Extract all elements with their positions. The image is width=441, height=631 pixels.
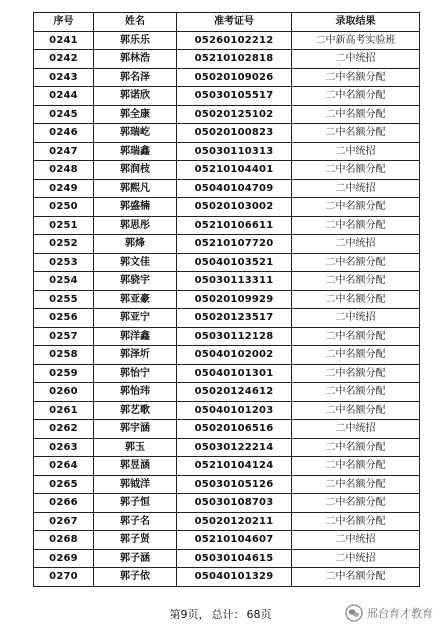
cell-name: 郭烽 [94,235,177,254]
table-row [34,290,420,309]
table-row [34,438,420,457]
table-row [34,531,420,550]
cell-result: 二中名额分配 [292,272,420,291]
cell-seq: 0258 [34,346,94,365]
table-row [34,512,420,531]
table-row [34,475,420,494]
table-row [34,364,420,383]
cell-result: 二中名额分配 [292,198,420,217]
cell-result: 二中统招 [292,549,420,568]
cell-ticket: 05210102818 [177,50,292,69]
cell-name: 郭昱涵 [94,457,177,476]
cell-name: 郭子依 [94,568,177,587]
cell-seq: 0265 [34,475,94,494]
cell-seq: 0244 [34,87,94,106]
cell-ticket: 05210104607 [177,531,292,550]
cell-result: 二中统招 [292,142,420,161]
cell-ticket: 05020109026 [177,68,292,87]
cell-ticket: 05040101329 [177,568,292,587]
table-row [34,401,420,420]
cell-result: 二中名额分配 [292,87,420,106]
cell-name: 郭盛楠 [94,198,177,217]
cell-result: 二中统招 [292,420,420,439]
cell-seq: 0248 [34,161,94,180]
table-row [34,568,420,587]
cell-name: 郭怡宁 [94,364,177,383]
cell-name: 郭子涵 [94,549,177,568]
cell-ticket: 05030110313 [177,142,292,161]
cell-name: 郭熙凡 [94,179,177,198]
cell-ticket: 05030105126 [177,475,292,494]
cell-ticket: 05020125102 [177,105,292,124]
cell-ticket: 05040104709 [177,179,292,198]
cell-ticket: 05210104124 [177,457,292,476]
results-sheet [33,12,419,587]
cell-seq: 0252 [34,235,94,254]
cell-name: 郭润枝 [94,161,177,180]
cell-ticket: 05210104401 [177,161,292,180]
cell-ticket: 05020124612 [177,383,292,402]
cell-result: 二中名额分配 [292,401,420,420]
table-row [34,161,420,180]
cell-ticket: 05040103521 [177,253,292,272]
table-row [34,383,420,402]
table-row [34,309,420,328]
cell-seq: 0250 [34,198,94,217]
cell-name: 郭子贤 [94,531,177,550]
header-name: 姓名 [94,13,177,32]
cell-name: 郭子名 [94,512,177,531]
watermark-text: 邢台育才教育 [367,607,433,620]
cell-ticket: 05040101301 [177,364,292,383]
cell-ticket: 05020103002 [177,198,292,217]
cell-name: 郭全康 [94,105,177,124]
header-seq: 序号 [34,13,94,32]
cell-name: 郭瑞鑫 [94,142,177,161]
wechat-account-icon [345,604,363,622]
cell-name: 郭诺欣 [94,87,177,106]
cell-name: 郭文佳 [94,253,177,272]
cell-name: 郭宇涵 [94,420,177,439]
cell-seq: 0260 [34,383,94,402]
table-row [34,50,420,69]
cell-result: 二中统招 [292,179,420,198]
cell-seq: 0267 [34,512,94,531]
cell-result: 二中统招 [292,235,420,254]
cell-name: 郭骁宇 [94,272,177,291]
header-ticket: 准考证号 [177,13,292,32]
watermark [345,600,433,626]
cell-seq: 0247 [34,142,94,161]
cell-ticket: 05020106516 [177,420,292,439]
cell-seq: 0256 [34,309,94,328]
cell-name: 郭思彤 [94,216,177,235]
table-row [34,420,420,439]
table-row [34,327,420,346]
cell-seq: 0270 [34,568,94,587]
table-row [34,179,420,198]
cell-ticket: 05030113311 [177,272,292,291]
cell-ticket: 05030122214 [177,438,292,457]
cell-result: 二中名额分配 [292,253,420,272]
table-row [34,253,420,272]
cell-seq: 0242 [34,50,94,69]
cell-result: 二中名额分配 [292,68,420,87]
cell-seq: 0264 [34,457,94,476]
table-row [34,216,420,235]
cell-seq: 0263 [34,438,94,457]
cell-ticket: 05040102002 [177,346,292,365]
cell-result: 二中名额分配 [292,438,420,457]
cell-result: 二中名额分配 [292,383,420,402]
cell-seq: 0246 [34,124,94,143]
cell-seq: 0243 [34,68,94,87]
cell-result: 二中名额分配 [292,494,420,513]
cell-ticket: 05210107720 [177,235,292,254]
table-row [34,272,420,291]
cell-name: 郭子恒 [94,494,177,513]
header-result: 录取结果 [292,13,420,32]
cell-seq: 0259 [34,364,94,383]
cell-name: 郭亚豪 [94,290,177,309]
cell-name: 郭名泽 [94,68,177,87]
cell-seq: 0253 [34,253,94,272]
table-header-row [34,13,420,32]
cell-ticket: 05020100823 [177,124,292,143]
cell-ticket: 05030104615 [177,549,292,568]
cell-seq: 0254 [34,272,94,291]
cell-seq: 0268 [34,531,94,550]
cell-seq: 0266 [34,494,94,513]
table-row [34,31,420,50]
table-row [34,87,420,106]
cell-result: 二中统招 [292,50,420,69]
cell-seq: 0255 [34,290,94,309]
table-row [34,105,420,124]
cell-seq: 0262 [34,420,94,439]
cell-result: 二中名额分配 [292,364,420,383]
cell-name: 郭玉 [94,438,177,457]
cell-seq: 0269 [34,549,94,568]
cell-seq: 0245 [34,105,94,124]
cell-result: 二中新高考实验班 [292,31,420,50]
cell-result: 二中名额分配 [292,512,420,531]
cell-result: 二中名额分配 [292,161,420,180]
cell-result: 二中名额分配 [292,457,420,476]
footer-total-label: 总计： [211,608,245,621]
table-row [34,198,420,217]
footer-page: 第9页， [169,608,210,621]
cell-seq: 0241 [34,31,94,50]
footer-total-value: 68页 [246,608,272,621]
cell-ticket: 05030112128 [177,327,292,346]
cell-result: 二中名额分配 [292,327,420,346]
cell-seq: 0251 [34,216,94,235]
cell-seq: 0249 [34,179,94,198]
cell-name: 郭乐乐 [94,31,177,50]
cell-result: 二中统招 [292,531,420,550]
cell-name: 郭泽圻 [94,346,177,365]
cell-seq: 0261 [34,401,94,420]
cell-result: 二中统招 [292,309,420,328]
cell-ticket: 05260102212 [177,31,292,50]
table-row [34,457,420,476]
cell-ticket: 05040101203 [177,401,292,420]
cell-result: 二中名额分配 [292,346,420,365]
table-row [34,68,420,87]
table-row [34,142,420,161]
cell-ticket: 05020120211 [177,512,292,531]
cell-name: 郭艺歌 [94,401,177,420]
cell-name: 郭怡玮 [94,383,177,402]
table-row [34,549,420,568]
cell-name: 郭亚宁 [94,309,177,328]
cell-result: 二中名额分配 [292,290,420,309]
cell-ticket: 05030105517 [177,87,292,106]
cell-name: 郭瑞屹 [94,124,177,143]
cell-ticket: 05020123517 [177,309,292,328]
cell-ticket: 05210106611 [177,216,292,235]
cell-result: 二中名额分配 [292,124,420,143]
table-row [34,235,420,254]
cell-result: 二中名额分配 [292,568,420,587]
table-row [34,124,420,143]
table-row [34,346,420,365]
cell-seq: 0257 [34,327,94,346]
cell-name: 郭钺洋 [94,475,177,494]
cell-result: 二中名额分配 [292,475,420,494]
cell-result: 二中名额分配 [292,216,420,235]
cell-name: 郭洋鑫 [94,327,177,346]
admission-results-table [33,12,420,587]
cell-ticket: 05020109929 [177,290,292,309]
cell-result: 二中名额分配 [292,105,420,124]
table-row [34,494,420,513]
cell-name: 郭林浩 [94,50,177,69]
cell-ticket: 05030108703 [177,494,292,513]
